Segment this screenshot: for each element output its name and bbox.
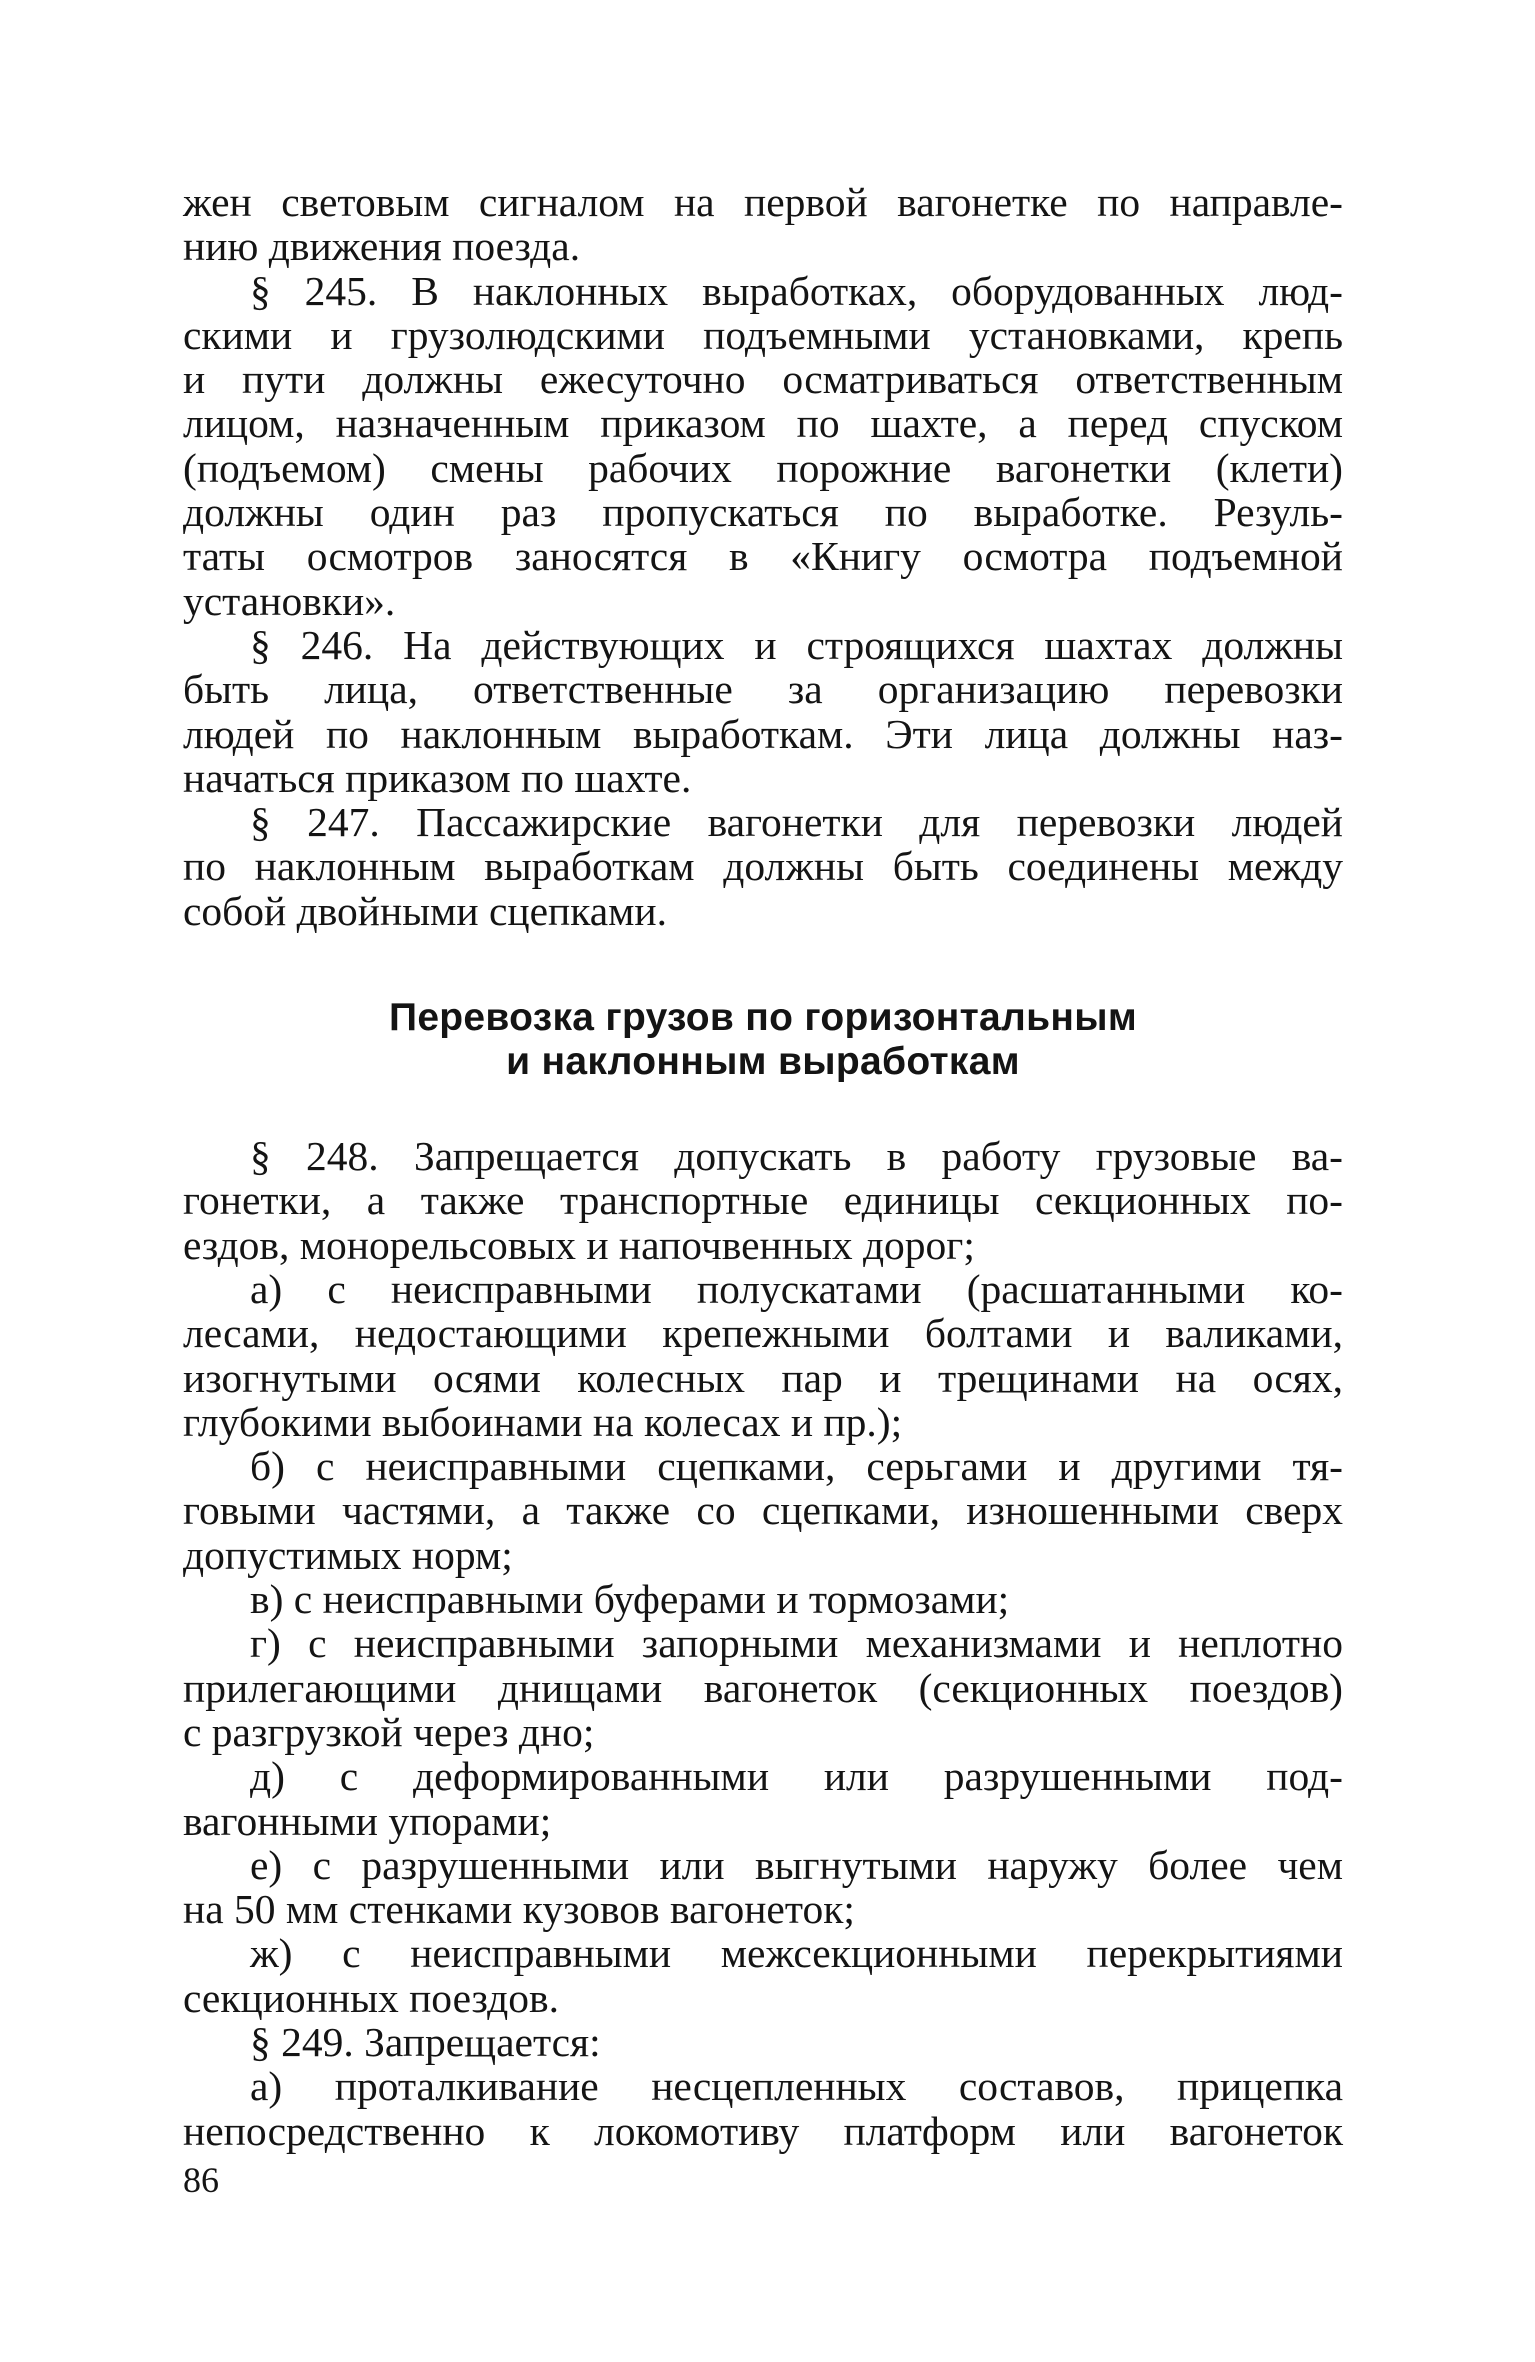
text-line: допустимых норм; bbox=[183, 1531, 513, 1578]
text-line: д) с деформированными или разрушенными под- bbox=[250, 1753, 1343, 1800]
text-line: изогнутыми осями колесных пар и трещинами на осях, bbox=[183, 1354, 1343, 1401]
text-line: § 248. Запрещается допускать в работу грузовые ва- bbox=[250, 1133, 1343, 1180]
text-line: на 50 мм стенками кузовов вагонеток; bbox=[183, 1886, 855, 1933]
text-line: § 245. В наклонных выработках, оборудованных люд- bbox=[250, 267, 1343, 314]
text-line: а) проталкивание несцепленных составов, прицепка bbox=[250, 2063, 1343, 2110]
text-line: § 246. На действующих и строящихся шахтах должны bbox=[250, 621, 1343, 668]
text-line: прилегающими днищами вагонеток (секционных поездов) bbox=[183, 1664, 1343, 1711]
text-line: (подъемом) смены рабочих порожние вагонетки (клети) bbox=[183, 444, 1343, 491]
item-248-b bbox=[183, 1444, 1343, 1577]
section-heading bbox=[183, 996, 1343, 1084]
text-line: гонетки, а также транспортные единицы секционных по- bbox=[183, 1177, 1343, 1224]
text-line: а) с неисправными полускатами (расшатанными ко- bbox=[250, 1265, 1343, 1312]
text-line: непосредственно к локомотиву платформ или вагонеток bbox=[183, 2107, 1343, 2154]
page-number: 86 bbox=[183, 2160, 219, 2200]
text-line: и пути должны ежесуточно осматриваться ответственным bbox=[183, 356, 1343, 403]
text-line: е) с разрушенными или выгнутыми наружу более чем bbox=[250, 1841, 1343, 1888]
item-249-a bbox=[183, 2064, 1343, 2153]
text-line: по наклонным выработкам должны быть соединены между bbox=[183, 843, 1343, 890]
text-line: ж) с неисправными межсекционными перекрытиями bbox=[250, 1930, 1343, 1977]
text-line: глубокими выбоинами на колесах и пр.); bbox=[183, 1398, 903, 1445]
item-248-a bbox=[183, 1267, 1343, 1444]
text-line: быть лица, ответственные за организацию перевозки bbox=[183, 666, 1343, 713]
text-line: установки». bbox=[183, 577, 396, 624]
paragraph-248 bbox=[183, 1134, 1343, 1267]
item-248-e bbox=[183, 1843, 1343, 1932]
text-line: собой двойными сцепками. bbox=[183, 887, 667, 934]
item-248-v bbox=[183, 1577, 1343, 1621]
text-line: начаться приказом по шахте. bbox=[183, 754, 692, 801]
document-body bbox=[183, 180, 1343, 2153]
paragraph-245 bbox=[183, 269, 1343, 623]
intro-paragraph bbox=[183, 180, 1343, 269]
text-line: вагонными упорами; bbox=[183, 1797, 552, 1844]
paragraph-249 bbox=[183, 2020, 1343, 2064]
text-line: скими и грузолюдскими подъемными установками, крепь bbox=[183, 311, 1343, 358]
text-line: § 247. Пассажирские вагонетки для перевозки людей bbox=[250, 799, 1343, 846]
text-line: секционных поездов. bbox=[183, 1974, 559, 2021]
paragraph-247 bbox=[183, 800, 1343, 933]
text-line: жен световым сигналом на первой вагонетке по направле- bbox=[183, 179, 1343, 225]
text-line: с разгрузкой через дно; bbox=[183, 1708, 595, 1755]
text-line: должны один раз пропускаться по выработке. Резуль- bbox=[183, 489, 1343, 536]
item-248-g bbox=[183, 1621, 1343, 1754]
item-248-d bbox=[183, 1754, 1343, 1843]
text-line: лесами, недостающими крепежными болтами и валиками, bbox=[183, 1310, 1343, 1357]
heading-line: Перевозка грузов по горизонтальным bbox=[388, 996, 1138, 1040]
heading-line: и наклонным выработкам bbox=[506, 1040, 1020, 1084]
text-line: ездов, монорельсовых и напочвенных дорог; bbox=[183, 1221, 975, 1268]
spacer bbox=[183, 933, 1343, 996]
text-line: б) с неисправными сцепками, серьгами и другими тя- bbox=[250, 1443, 1343, 1490]
text-line: нию движения поезда. bbox=[183, 223, 581, 270]
text-line: в) с неисправными буферами и тормозами; bbox=[250, 1576, 1010, 1623]
spacer bbox=[183, 1084, 1343, 1134]
text-line: людей по наклонным выработкам. Эти лица должны наз- bbox=[183, 710, 1343, 757]
text-line: § 249. Запрещается: bbox=[250, 2018, 601, 2065]
text-line: г) с неисправными запорными механизмами и неплотно bbox=[250, 1620, 1343, 1667]
text-line: говыми частями, а также со сцепками, изношенными сверх bbox=[183, 1487, 1343, 1534]
item-248-zh bbox=[183, 1931, 1343, 2020]
text-line: лицом, назначенным приказом по шахте, а перед спуском bbox=[183, 400, 1343, 447]
text-line: таты осмотров заносятся в «Книгу осмотра подъемной bbox=[183, 533, 1343, 580]
paragraph-246 bbox=[183, 623, 1343, 800]
